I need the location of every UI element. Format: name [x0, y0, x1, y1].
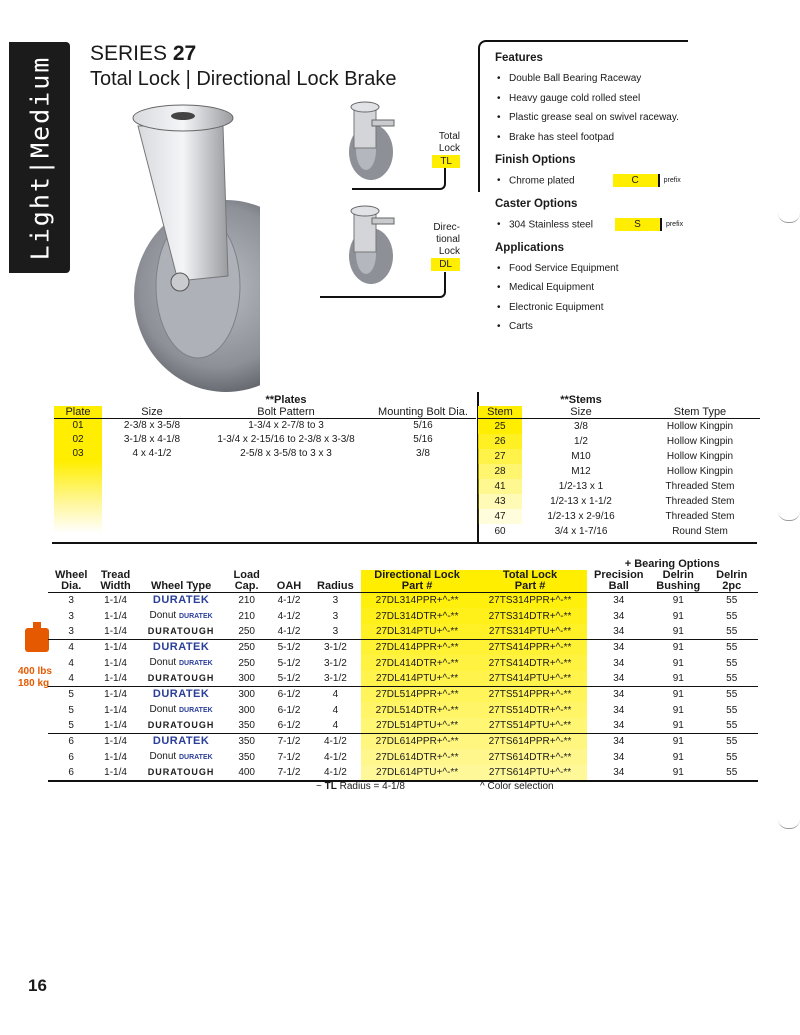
load-kg: 180 kg [18, 678, 50, 689]
total-lock-label: Total Lock TL [424, 131, 460, 168]
features-panel [495, 52, 795, 344]
duratough-logo: DURATOUGH [147, 626, 215, 636]
table-cell: 91 [672, 673, 684, 684]
table-cell: 27DL314DTR+^-** [361, 608, 474, 624]
table-cell: 4 [332, 704, 339, 716]
table-cell: 27TS614PPR+^-** [474, 734, 587, 750]
table-cell: 55 [726, 673, 738, 684]
table-cell: 55 [726, 767, 738, 778]
table-cell: 01 [54, 419, 102, 434]
table-cell: 34 [613, 689, 625, 700]
table-cell: 3-1/2 [323, 642, 347, 653]
table-row [54, 433, 476, 447]
dl-tag: DL [431, 258, 460, 271]
table-cell: Threaded Stem [665, 496, 735, 507]
table-row [48, 655, 758, 671]
table-cell: 4-1/2 [277, 595, 301, 606]
table-cell: 27DL514DTR+^-** [361, 702, 474, 718]
table-cell: 350 [238, 736, 255, 747]
load-capacity-label [18, 666, 52, 690]
table-cell: 3/8 [574, 421, 588, 432]
column-header: Wheel Dia. [54, 569, 88, 592]
table-cell: 27TS314PTU+^-** [474, 624, 587, 640]
table-cell: 5-1/2 [277, 642, 301, 653]
applications-title: Applications [495, 241, 565, 254]
table-cell: 91 [672, 642, 684, 653]
list-item: • Double Ball Bearing Raceway [495, 69, 795, 89]
duratek-logo: DURATEK [152, 594, 210, 606]
table-row [54, 419, 476, 434]
table-row [48, 671, 758, 687]
table-cell: 34 [613, 673, 625, 684]
table-cell: 2-5/8 x 3-5/8 to 3 x 3 [240, 448, 332, 459]
table-row [478, 464, 760, 479]
stem-size-header: Size [570, 406, 592, 418]
table-cell: 4 [68, 673, 74, 684]
table-cell: 27TS414PPR+^-** [474, 640, 587, 656]
table-row [48, 718, 758, 734]
table-cell: Hollow Kingpin [666, 436, 734, 447]
table-cell: 1-1/4 [104, 751, 127, 763]
duratek-logo: DURATEK [178, 660, 213, 667]
bolt-pattern-header: Bolt Pattern [257, 406, 315, 418]
plate-header: Plate [54, 406, 102, 419]
table-cell: 27DL414PPR+^-** [361, 640, 474, 656]
table-cell: 26 [478, 434, 522, 449]
table-cell: 5/16 [413, 434, 433, 445]
table-cell: 55 [726, 689, 738, 700]
table-row [48, 734, 758, 750]
finish-code: C [613, 174, 660, 187]
column-header: Load Cap. [233, 569, 260, 592]
table-cell: 7-1/2 [277, 751, 301, 763]
table-cell: 3 [332, 610, 339, 622]
duratek-logo: DURATEK [178, 754, 213, 761]
list-item: • Heavy gauge cold rolled steel [495, 89, 795, 109]
duratek-logo: DURATEK [152, 641, 210, 653]
table-cell: 4 [68, 642, 74, 653]
table-cell: 3 [68, 626, 74, 637]
table-cell [137, 671, 226, 687]
table-cell: 43 [478, 494, 522, 509]
table-cell: 34 [613, 720, 625, 731]
table-cell: 27TS414PTU+^-** [474, 671, 587, 687]
table-cell: 27TS514PPR+^-** [474, 687, 587, 703]
features-title: Features [495, 52, 543, 64]
duratek-logo: DURATEK [152, 688, 210, 700]
table-cell: 350 [238, 720, 255, 731]
table-cell: 55 [726, 720, 738, 731]
table-cell: M12 [571, 466, 591, 477]
finish-options-list [495, 171, 795, 191]
table-cell: 02 [54, 433, 102, 447]
caster-code: S [615, 218, 662, 231]
table-cell: 350 [238, 751, 255, 763]
table-row [48, 765, 758, 781]
table-cell: 1-1/4 [104, 657, 127, 669]
table-cell: 6-1/2 [277, 704, 301, 716]
table-cell: 7-1/2 [277, 767, 301, 778]
plates-table [54, 394, 476, 533]
table-cell: 400 [238, 767, 255, 778]
table-cell [137, 734, 226, 750]
plates-super-header: **Plates [265, 394, 307, 406]
table-cell: Donut DURATEK [149, 751, 213, 762]
margin-mark [778, 510, 800, 521]
table-cell: 27DL514PPR+^-** [361, 687, 474, 703]
table-cell: 1-1/4 [104, 610, 127, 622]
table-row [48, 702, 758, 718]
table-row [478, 494, 760, 509]
table-row [48, 593, 758, 609]
stem-type-header: Stem Type [673, 406, 727, 418]
table-cell: 27DL614PPR+^-** [361, 734, 474, 750]
table-cell: 27TS514DTR+^-** [474, 702, 587, 718]
table-cell: 55 [726, 736, 738, 747]
table-cell: 1-1/4 [104, 595, 127, 606]
table-cell: 34 [613, 595, 625, 606]
table-cell: 4-1/2 [323, 751, 347, 763]
tl-tag: TL [432, 155, 460, 168]
table-cell: 3-1/2 [323, 673, 347, 684]
table-cell: 300 [238, 673, 255, 684]
table-cell: 3 [332, 595, 339, 606]
caster-product-image [128, 96, 260, 392]
table-cell: 55 [726, 642, 738, 653]
table-cell: 91 [672, 626, 684, 637]
parts-table [48, 558, 758, 784]
table-cell: 55 [726, 751, 738, 763]
table-cell: 300 [238, 689, 255, 700]
table-cell: 27DL314PTU+^-** [361, 624, 474, 640]
table-cell: 60 [494, 526, 506, 537]
table-cell: 55 [726, 657, 738, 669]
table-cell [137, 624, 226, 640]
table-cell: Donut DURATEK [149, 657, 213, 668]
table-cell: 27DL414PTU+^-** [361, 671, 474, 687]
table-cell: 25 [478, 419, 522, 435]
table-cell: 34 [613, 657, 625, 669]
directional-lock-bracket [320, 272, 446, 298]
table-cell: Hollow Kingpin [666, 421, 734, 432]
column-header: Radius [317, 580, 354, 592]
duratough-logo: DURATOUGH [147, 767, 215, 777]
table-row [478, 419, 760, 435]
table-cell: 34 [613, 610, 625, 622]
section-divider [52, 542, 757, 544]
table-cell: 91 [672, 767, 684, 778]
table-cell: 34 [613, 626, 625, 637]
table-cell: 5/16 [413, 420, 433, 431]
table-cell: Threaded Stem [665, 511, 735, 522]
stems-super-header: **Stems [560, 394, 602, 406]
table-cell: 4-1/2 [323, 767, 347, 778]
table-cell: 91 [672, 689, 684, 700]
column-header: Wheel Type [150, 580, 212, 592]
table-cell: 250 [238, 657, 255, 669]
list-item: • Food Service Equipment [495, 259, 795, 279]
margin-mark [778, 818, 800, 829]
table-row [478, 524, 760, 539]
table-cell: 1-1/4 [104, 767, 127, 778]
table-cell: 3 [332, 626, 339, 637]
table-cell: 210 [238, 595, 255, 606]
table-cell: Donut DURATEK [149, 610, 213, 621]
table-cell: 3-1/2 [323, 657, 347, 669]
table-cell [137, 718, 226, 734]
table-row [48, 608, 758, 624]
table-cell: 6 [68, 751, 74, 763]
table-cell: 1-1/4 [104, 673, 127, 684]
table-cell: 4 [332, 689, 339, 700]
table-cell: 27TS514PTU+^-** [474, 718, 587, 734]
table-cell: 1-1/4 [104, 642, 127, 653]
table-cell: 3 [68, 595, 74, 606]
list-item: • 304 Stainless steel S prefix [495, 215, 795, 235]
table-cell: 27DL614DTR+^-** [361, 749, 474, 765]
table-cell: 4 x 4-1/2 [132, 448, 172, 459]
duratek-logo: DURATEK [178, 707, 213, 714]
table-row [48, 687, 758, 703]
column-header: Delrin Bushing [656, 569, 701, 592]
table-cell: Threaded Stem [665, 481, 735, 492]
table-cell: M10 [571, 451, 591, 462]
caster-options-title: Caster Options [495, 197, 578, 210]
column-header: Directional Lock Part # [361, 570, 474, 593]
table-cell: 91 [672, 720, 684, 731]
table-cell: 1-3/4 x 2-15/16 to 2-3/8 x 3-3/8 [217, 434, 355, 445]
table-cell: 4 [332, 720, 339, 731]
table-cell: 5 [68, 704, 74, 716]
table-cell: 27TS314DTR+^-** [474, 608, 587, 624]
table-cell: 27DL514PTU+^-** [361, 718, 474, 734]
table-cell: 27DL314PPR+^-** [361, 593, 474, 609]
list-item: • Brake has steel footpad [495, 128, 795, 148]
table-cell: Hollow Kingpin [666, 451, 734, 462]
table-cell: 34 [613, 642, 625, 653]
table-cell: 1-1/4 [104, 689, 127, 700]
table-cell: 300 [238, 704, 255, 716]
table-cell: 210 [238, 610, 255, 622]
list-item: • Carts [495, 317, 795, 337]
list-item: • Medical Equipment [495, 278, 795, 298]
radius-footnote: ~ TL Radius = 4-1/8 [316, 781, 405, 792]
stems-table [478, 394, 760, 539]
table-cell: 27DL614PTU+^-** [361, 765, 474, 781]
column-header: Delrin 2pc [716, 569, 748, 592]
table-cell: 34 [613, 736, 625, 747]
column-header: OAH [276, 580, 302, 592]
table-cell: 4-1/2 [277, 610, 301, 622]
table-cell: Donut DURATEK [149, 704, 213, 715]
side-tab-label: Light|Medium [25, 55, 54, 260]
applications-list [495, 259, 795, 337]
stem-header: Stem [478, 406, 522, 419]
table-cell: 41 [478, 479, 522, 494]
table-cell [137, 593, 226, 609]
table-cell: 5 [68, 720, 74, 731]
directional-lock-label: Direc- tional Lock DL [420, 222, 460, 271]
table-cell: 5-1/2 [277, 657, 301, 669]
table-cell: 1-1/4 [104, 736, 127, 747]
features-list [495, 69, 795, 147]
table-cell: 3-1/8 x 4-1/8 [123, 434, 181, 445]
table-cell: 6 [68, 736, 74, 747]
table-row [478, 434, 760, 449]
table-cell: 1-1/4 [104, 704, 127, 716]
series-title [90, 42, 196, 66]
table-cell: 27 [478, 449, 522, 464]
table-row [478, 449, 760, 464]
color-footnote: ^ Color selection [480, 781, 554, 792]
mounting-bolt-header: Mounting Bolt Dia. [378, 406, 468, 418]
table-cell: 1-3/4 x 2-7/8 to 3 [248, 420, 324, 431]
load-lbs: 400 lbs [18, 666, 52, 677]
column-header: Precision Ball [594, 569, 644, 592]
table-cell: 27TS414DTR+^-** [474, 655, 587, 671]
bearing-options-header: + Bearing Options [624, 558, 720, 570]
list-item: • Chrome plated C prefix [495, 171, 795, 191]
list-item: • Electronic Equipment [495, 298, 795, 318]
table-cell: 5 [68, 689, 74, 700]
side-tab [9, 42, 70, 273]
table-row [478, 509, 760, 524]
table-cell: 27TS614DTR+^-** [474, 749, 587, 765]
table-cell: 55 [726, 704, 738, 716]
table-cell: 27TS614PTU+^-** [474, 765, 587, 781]
table-cell: 250 [238, 642, 255, 653]
table-cell: 7-1/2 [277, 736, 301, 747]
table-row [54, 447, 476, 461]
table-cell: 4-1/2 [277, 626, 301, 637]
table-cell: 91 [672, 610, 684, 622]
table-cell [137, 687, 226, 703]
table-row [48, 749, 758, 765]
table-cell: 6-1/2 [277, 720, 301, 731]
table-row [478, 479, 760, 494]
duratough-logo: DURATOUGH [147, 720, 215, 730]
table-cell: 34 [613, 704, 625, 716]
table-cell: 55 [726, 595, 738, 606]
series-number: 27 [172, 42, 197, 65]
table-cell [137, 640, 226, 656]
table-cell: 55 [726, 610, 738, 622]
finish-options-title: Finish Options [495, 154, 576, 166]
table-cell: 1-1/4 [104, 626, 127, 637]
table-cell: 03 [54, 447, 102, 461]
table-cell: 34 [613, 751, 625, 763]
column-header: Total Lock Part # [474, 570, 587, 593]
table-cell: 4-1/2 [323, 736, 347, 747]
duratough-logo: DURATOUGH [147, 673, 215, 683]
table-cell: 250 [238, 626, 255, 637]
table-cell: 27DL414DTR+^-** [361, 655, 474, 671]
page-subtitle: Total Lock | Directional Lock Brake [90, 68, 397, 90]
table-cell: 27TS314PPR+^-** [474, 593, 587, 609]
page-number: 16 [28, 976, 47, 995]
table-cell: 6-1/2 [277, 689, 301, 700]
table-cell: 28 [478, 464, 522, 479]
caster-options-list [495, 215, 795, 235]
size-header: Size [141, 406, 163, 418]
table-cell: 91 [672, 751, 684, 763]
table-cell: 1-1/4 [104, 720, 127, 731]
duratek-logo: DURATEK [152, 735, 210, 747]
table-cell: 1/2-13 x 2-9/16 [547, 511, 615, 522]
table-cell: 91 [672, 736, 684, 747]
table-cell: 2-3/8 x 3-5/8 [123, 420, 181, 431]
table-cell: 5-1/2 [277, 673, 301, 684]
table-cell: 3/8 [416, 448, 430, 459]
table-row [48, 640, 758, 656]
table-cell: 47 [478, 509, 522, 524]
table-cell: 1/2-13 x 1-1/2 [550, 496, 612, 507]
table-cell: Hollow Kingpin [666, 466, 734, 477]
series-label: SERIES [90, 42, 168, 65]
weight-icon [25, 622, 49, 652]
duratek-logo: DURATEK [178, 613, 213, 620]
table-cell: 91 [672, 704, 684, 716]
table-cell: 34 [613, 767, 625, 778]
table-row [48, 624, 758, 640]
table-cell: 91 [672, 595, 684, 606]
table-cell: 6 [68, 767, 74, 778]
table-cell: 55 [726, 626, 738, 637]
table-cell: 1/2 [574, 436, 588, 447]
total-lock-bracket [352, 168, 446, 190]
table-cell: 4 [68, 657, 74, 669]
table-cell: 1/2-13 x 1 [558, 481, 604, 492]
table-cell: 3/4 x 1-7/16 [554, 526, 608, 537]
column-header: Tread Width [100, 569, 131, 592]
table-cell: Round Stem [672, 526, 728, 537]
table-cell: 91 [672, 657, 684, 669]
table-cell: 3 [68, 610, 74, 622]
table-cell [137, 765, 226, 781]
list-item: • Plastic grease seal on swivel raceway. [495, 108, 795, 128]
